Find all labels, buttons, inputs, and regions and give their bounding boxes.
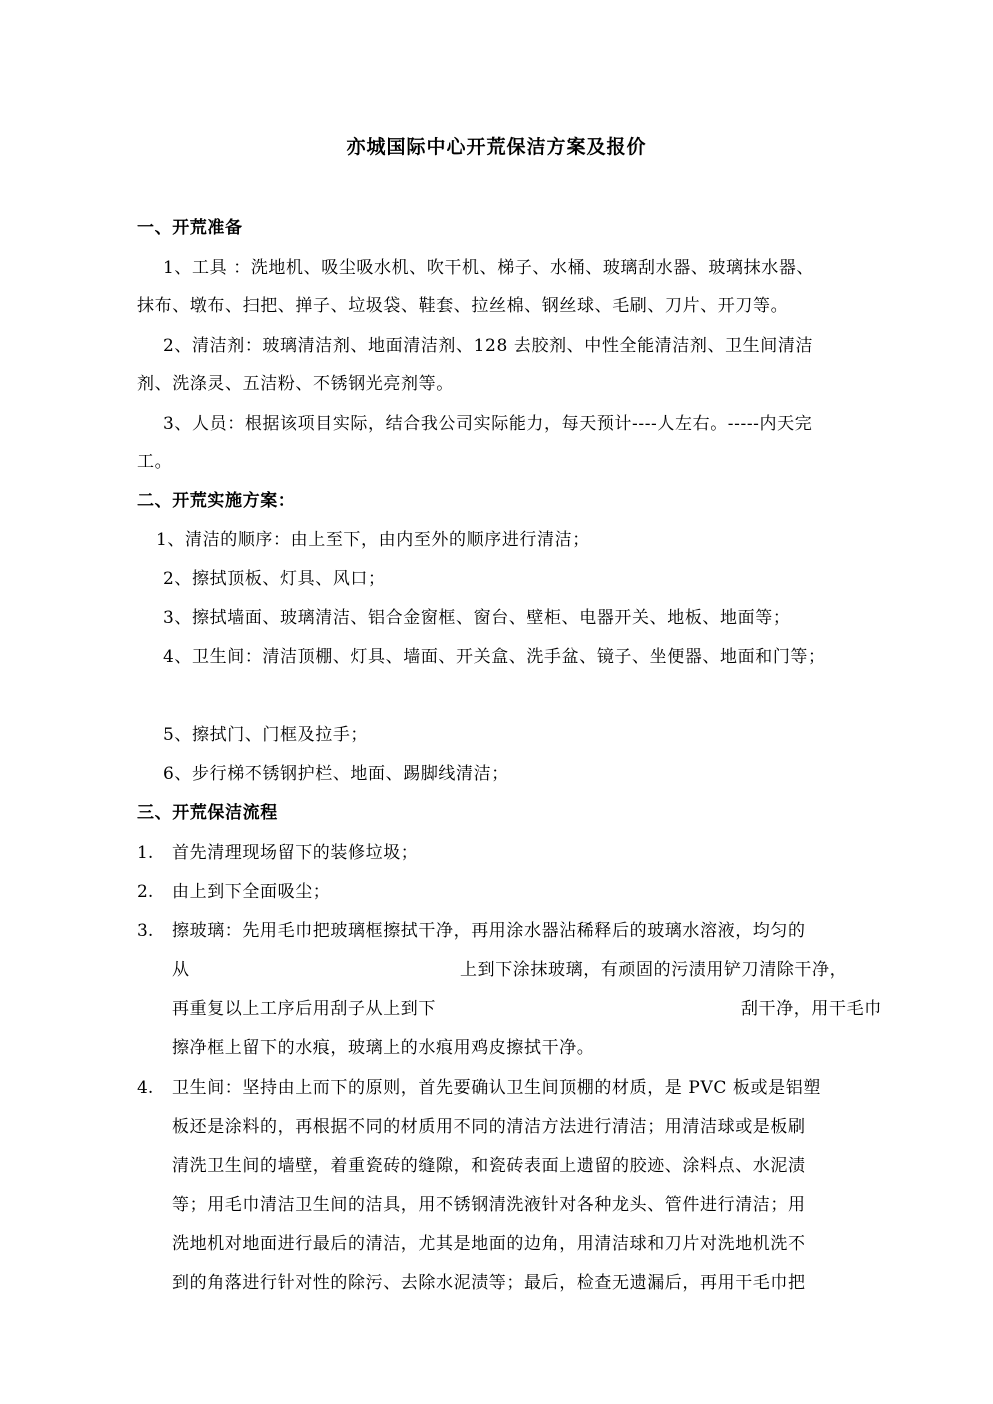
prep-item-staff-line2: 工。 [137,452,173,472]
process-step-1: 首先清理现场留下的装修垃圾； [172,843,419,863]
process-step-3-line1: 擦玻璃：先用毛巾把玻璃框擦拭干净，再用涂水器沾稀释后的玻璃水溶液，均匀的 [172,921,806,941]
impl-item: 1、清洁的顺序：由上至下，由内至外的顺序进行清洁； [156,530,590,550]
process-step-4-line3: 清洗卫生间的墙壁，着重瓷砖的缝隙，和瓷砖表面上遗留的胶迹、涂料点、水泥渍 [172,1156,806,1176]
process-step-4-line1: 卫生间：坚持由上而下的原则，首先要确认卫生间顶棚的材质，是 PVC 板或是铝塑 [172,1078,821,1098]
prep-item-staff-line1: 3、人员：根据该项目实际，结合我公司实际能力，每天预计----人左右。-----内天完 [163,414,813,434]
process-step-3-line2b: 上到下涂抹玻璃，有顽固的污渍用铲刀清除干净， [460,960,848,980]
list-number: 2. [137,882,154,902]
section-heading-implementation: 二、开荒实施方案： [137,491,296,511]
prep-item-cleaners-line2: 剂、洗涤灵、五洁粉、不锈钢光亮剂等。 [137,374,454,394]
process-step-4-line4: 等；用毛巾清洁卫生间的洁具，用不锈钢清洗液针对各种龙头、管件进行清洁；用 [172,1195,806,1215]
impl-item: 6、步行梯不锈钢护栏、地面、踢脚线清洁； [163,764,509,784]
process-step-2: 由上到下全面吸尘； [172,882,331,902]
process-step-4-line6: 到的角落进行针对性的除污、去除水泥渍等；最后，检查无遗漏后，再用干毛巾把 [172,1273,806,1293]
list-number: 1. [137,843,154,863]
process-step-4-line2: 板还是涂料的，再根据不同的材质用不同的清洁方法进行清洁；用清洁球或是板刷 [172,1117,806,1137]
prep-item-tools-line2: 抹布、墩布、扫把、掸子、垃圾袋、鞋套、拉丝棉、钢丝球、毛刷、刀片、开刀等。 [137,296,789,316]
section-heading-preparation: 一、开荒准备 [137,218,243,238]
prep-item-tools-line1: 1、工具 ：洗地机、吸尘吸水机、吹干机、梯子、水桶、玻璃刮水器、玻璃抹水器、 [163,258,815,278]
process-step-3-line4: 擦净框上留下的水痕，玻璃上的水痕用鸡皮擦拭干净。 [172,1038,595,1058]
impl-item: 2、擦拭顶板、灯具、风口； [163,569,386,589]
page-title: 亦城国际中心开荒保洁方案及报价 [346,136,647,158]
process-step-4-line5: 洗地机对地面进行最后的清洁，尤其是地面的边角，用清洁球和刀片对洗地机洗不 [172,1234,806,1254]
section-heading-process: 三、开荒保洁流程 [137,803,278,823]
impl-item: 4、卫生间：清洁顶棚、灯具、墙面、开关盒、洗手盆、镜子、坐便器、地面和门等； [163,647,826,667]
process-step-3-line3a: 再重复以上工序后用刮子从上到下 [172,999,436,1019]
impl-item: 3、擦拭墙面、玻璃清洁、铝合金窗框、窗台、壁柜、电器开关、地板、地面等； [163,608,791,628]
process-step-3-line3b: 刮干净，用干毛巾 [741,999,882,1019]
impl-item: 5、擦拭门、门框及拉手； [163,725,369,745]
process-step-3-line2a: 从 [172,960,190,980]
prep-item-cleaners-line1: 2、清洁剂：玻璃清洁剂、地面清洁剂、128 去胶剂、中性全能清洁剂、卫生间清洁 [163,336,814,356]
list-number: 3. [137,921,154,941]
list-number: 4. [137,1078,154,1098]
